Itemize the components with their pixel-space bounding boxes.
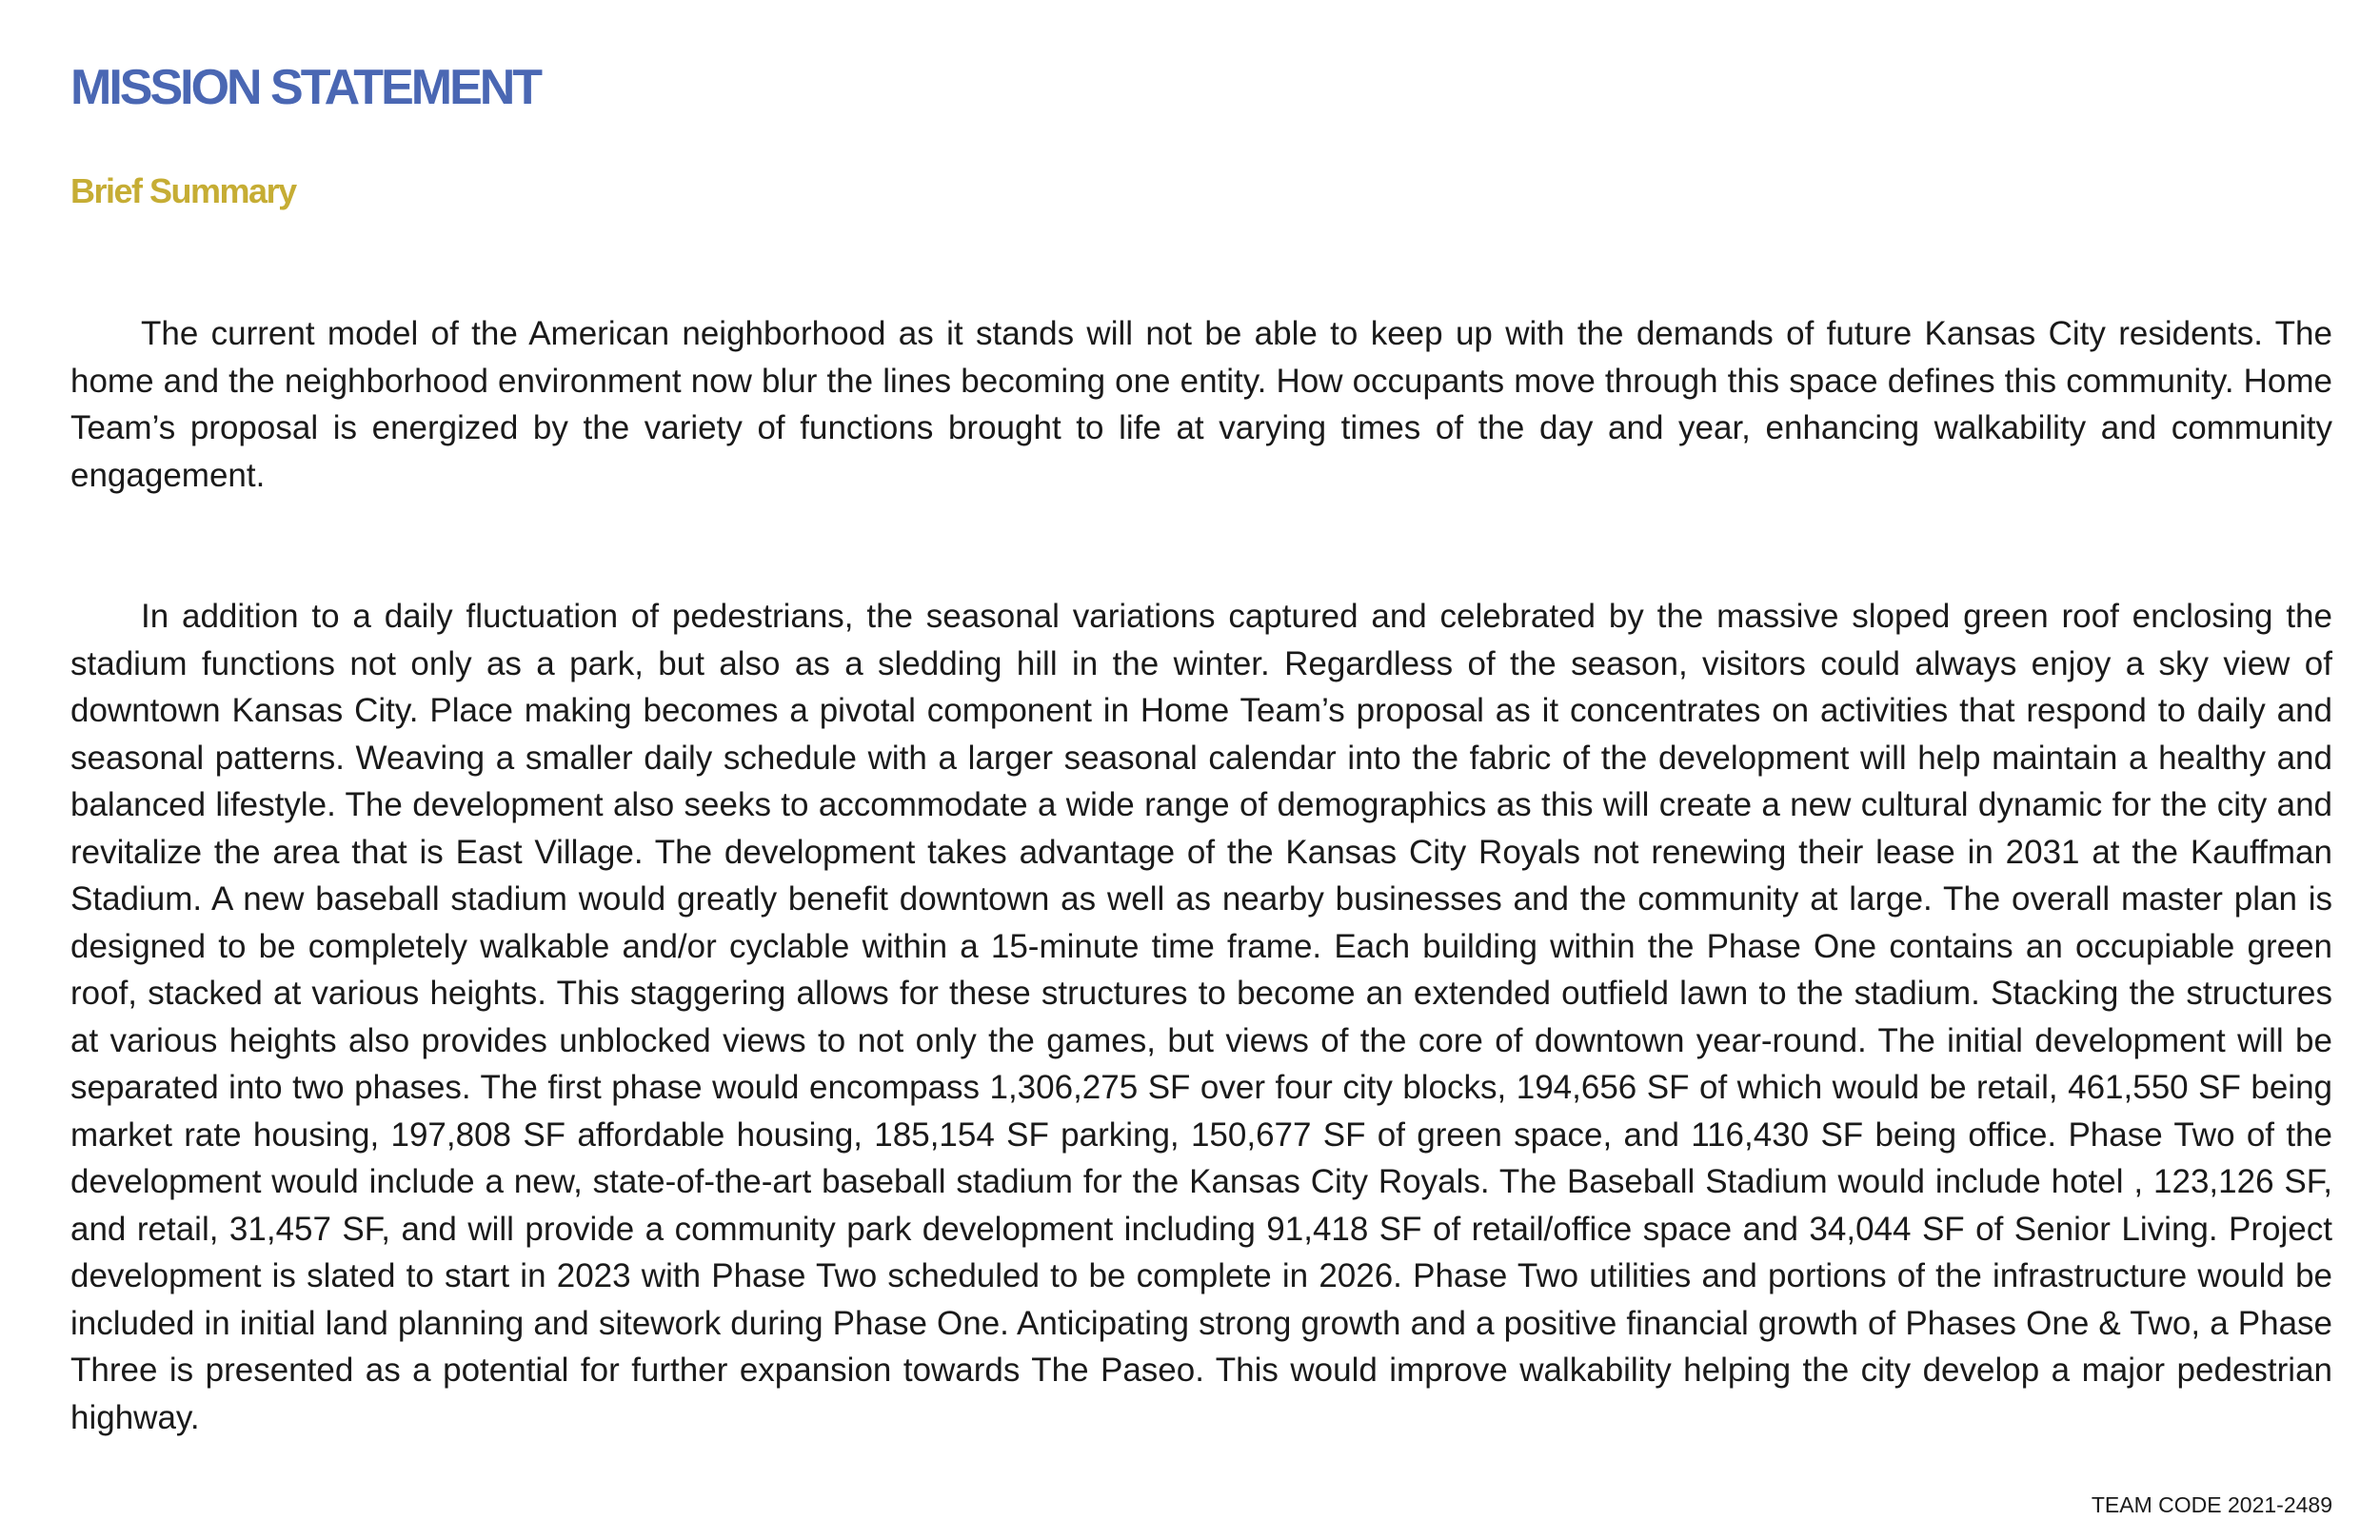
team-code-label: TEAM CODE 2021-2489 xyxy=(2091,1492,2332,1517)
body-paragraph-2: In addition to a daily fluctuation of pedestrians, the seasonal variations captured and celebrated by the massive sloped green roof enclosing the stadium functions not only as a park, but also as a sledding hill in the winter. Regardless of the season, visitors could always enjoy a sky view of downtown Kansas City. Place making becomes a pivotal component in Home Team’s proposal as it concentrates on activities that respond to daily and seasonal patterns. Weaving a smaller daily schedule with a larger seasonal calendar into the fabric of the development will help maintain a healthy and balanced lifestyle. The development also seeks to accommodate a wide range of demographics as this will create a new cultural dynamic for the city and revitalize the area that is East Village. The development takes advantage of the Kansas City Royals not renewing their lease in 2031 at the Kauffman Stadium. A new baseball stadium would greatly benefit downtown as well as nearby businesses and the community at large. The overall master plan is designed to be completely walkable and/or cyclable within a 15-minute time frame. Each building within the Phase One contains an occupiable green roof, stacked at various heights. This staggering allows for these structures to become an extended outfield lawn to the stadium. Stacking the structures at various heights also provides unblocked views to not only the games, but views of the core of downtown year-round. The initial development will be separated into two phases. The first phase would encompass 1,306,275 SF over four city blocks, 194,656 SF of which would be retail, 461,550 SF being market rate housing, 197,808 SF affordable housing, 185,154 SF parking, 150,677 SF of green space, and 116,430 SF being office. Phase Two of the development would include a new, state-of-the-art baseball stadium for the Kansas City Royals. The Baseball Stadium would include hotel , 123,126 SF, and retail, 31,457 SF, and will provide a community park development including 91,418 SF of retail/office space and 34,044 SF of Senior Living. Project development is slated to start in 2023 with Phase Two scheduled to be complete in 2026. Phase Two utilities and portions of the infrastructure would be included in initial land planning and sitework during Phase One. Anticipating strong growth and a positive financial growth of Phases One & Two, a Phase Three is presented as a potential for further expansion towards The Paseo. This would improve walkability helping the city develop a major pedestrian highway. xyxy=(70,598,2332,1436)
section-subtitle: Brief Summary xyxy=(70,171,296,210)
page-title: MISSION STATEMENT xyxy=(70,60,541,115)
body-paragraph-1: The current model of the American neighborhood as it stands will not be able to keep up with the demands of future Kansas City residents. The home and the neighborhood environment now blur the lines becoming one entity. How occupants move through this space defines this community. Home Team’s proposal is energized by the variety of functions brought to life at varying times of the day and year, enhancing walkability and community engagement. xyxy=(70,315,2332,494)
